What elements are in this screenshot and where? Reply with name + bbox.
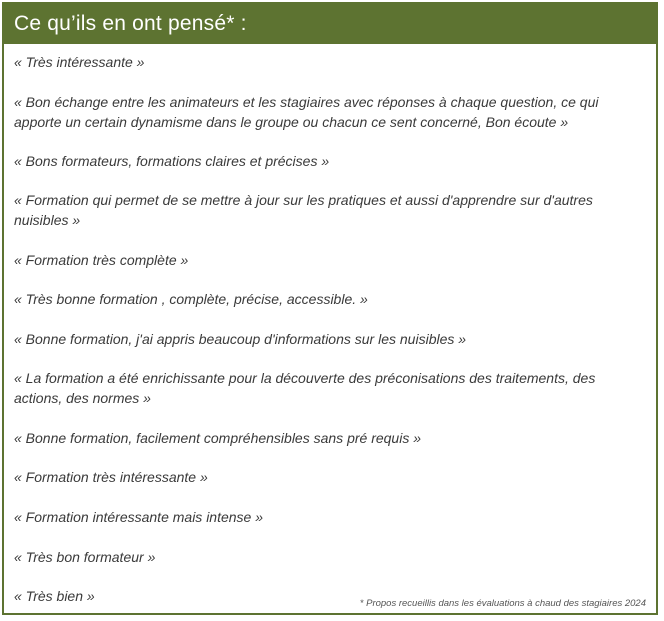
quote-item: « Formation très intéressante » [14,469,208,485]
quote-item: « Bonne formation, facilement compréhensibles sans pré requis » [14,430,421,446]
footnote: * Propos recueillis dans les évaluations à chaud des stagiaires 2024 [359,598,646,609]
quote-item: « Formation qui permet de se mettre à jour sur les pratiques et aussi d'apprendre sur d'autres nuisibles » [14,192,593,228]
quote-item: « Bons formateurs, formations claires et précises » [14,153,330,169]
quote-item: « Formation très complète » [14,252,189,268]
panel-title: Ce qu’ils en ont pensé* : [14,12,247,35]
quote-item: « Formation intéressante mais intense » [14,509,264,525]
quote-item: « Bon échange entre les animateurs et les stagiaires avec réponses à chaque question, ce qui apporte un certain dynamisme dans le groupe ou chacun ce sent concerné, Bon écoute » [14,94,599,130]
quote-item: « Très intéressante » [14,54,145,70]
quote-item: « Bonne formation, j'ai appris beaucoup d'informations sur les nuisibles » [14,331,467,347]
quote-item: « Très bonne formation , complète, précise, accessible. » [14,291,368,307]
feedback-panel [2,2,658,615]
quote-item: « Très bon formateur » [14,549,156,565]
panel-header [4,4,656,44]
quote-item: « Très bien » [14,588,95,604]
quote-item: « La formation a été enrichissante pour la découverte des préconisations des traitements, des actions, des normes » [14,370,596,406]
